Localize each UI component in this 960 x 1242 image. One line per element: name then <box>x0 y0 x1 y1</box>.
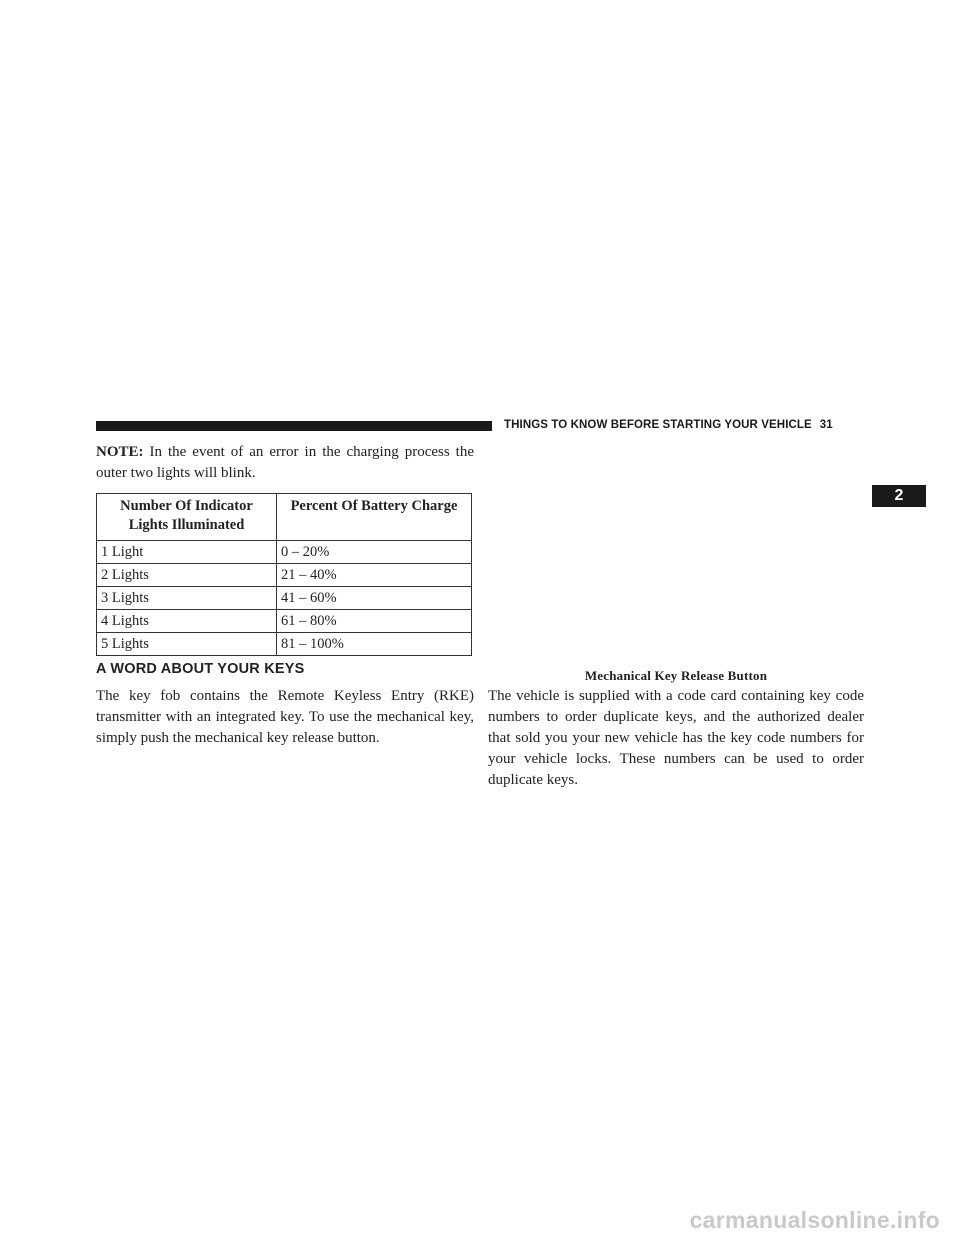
code-card-paragraph: The vehicle is supplied with a code card containing key code numbers to order duplicate keys, and the authorized dealer that sold you your new vehicle has the key code numbers for your vehicle locks. These numbers can be used to order duplicate keys. <box>488 688 864 788</box>
table-cell-lights: 2 Lights <box>97 564 277 587</box>
table-cell-lights: 1 Light <box>97 541 277 564</box>
chapter-tab[interactable]: 2 <box>872 485 926 507</box>
table-cell-charge: 81 – 100% <box>277 633 472 656</box>
table-cell-charge: 0 – 20% <box>277 541 472 564</box>
table-cell-charge: 21 – 40% <box>277 564 472 587</box>
table-row <box>97 564 472 587</box>
table-row <box>97 610 472 633</box>
table-header-row <box>97 494 472 541</box>
watermark: carmanualsonline.info <box>689 1207 940 1233</box>
running-head <box>504 419 864 431</box>
table-row <box>97 541 472 564</box>
table-cell-lights: 4 Lights <box>97 610 277 633</box>
table-header-charge: Percent Of Battery Charge <box>277 494 472 541</box>
note-text: In the event of an error in the charging process the outer two lights will blink. <box>96 444 474 481</box>
table-cell-charge: 61 – 80% <box>277 610 472 633</box>
note-paragraph <box>96 442 474 484</box>
page-number: 31 <box>819 419 833 431</box>
header-rule <box>96 421 492 431</box>
table-cell-charge: 41 – 60% <box>277 587 472 610</box>
table-cell-lights: 5 Lights <box>97 633 277 656</box>
section-heading: A WORD ABOUT YOUR KEYS <box>96 661 305 677</box>
table-row <box>97 633 472 656</box>
table-row <box>97 587 472 610</box>
keys-paragraph: The key fob contains the Remote Keyless Entry (RKE) transmitter with an integrated key. To use the mechanical key, simply push the mechanical key release button. <box>96 688 474 746</box>
table-header-lights: Number Of Indicator Lights Illuminated <box>120 498 253 533</box>
note-label: NOTE: <box>96 444 144 460</box>
table-cell-lights: 3 Lights <box>97 587 277 610</box>
running-head-title: THINGS TO KNOW BEFORE STARTING YOUR VEHICLE <box>504 419 812 431</box>
battery-charge-table <box>96 493 472 656</box>
figure-caption: Mechanical Key Release Button <box>584 668 768 683</box>
